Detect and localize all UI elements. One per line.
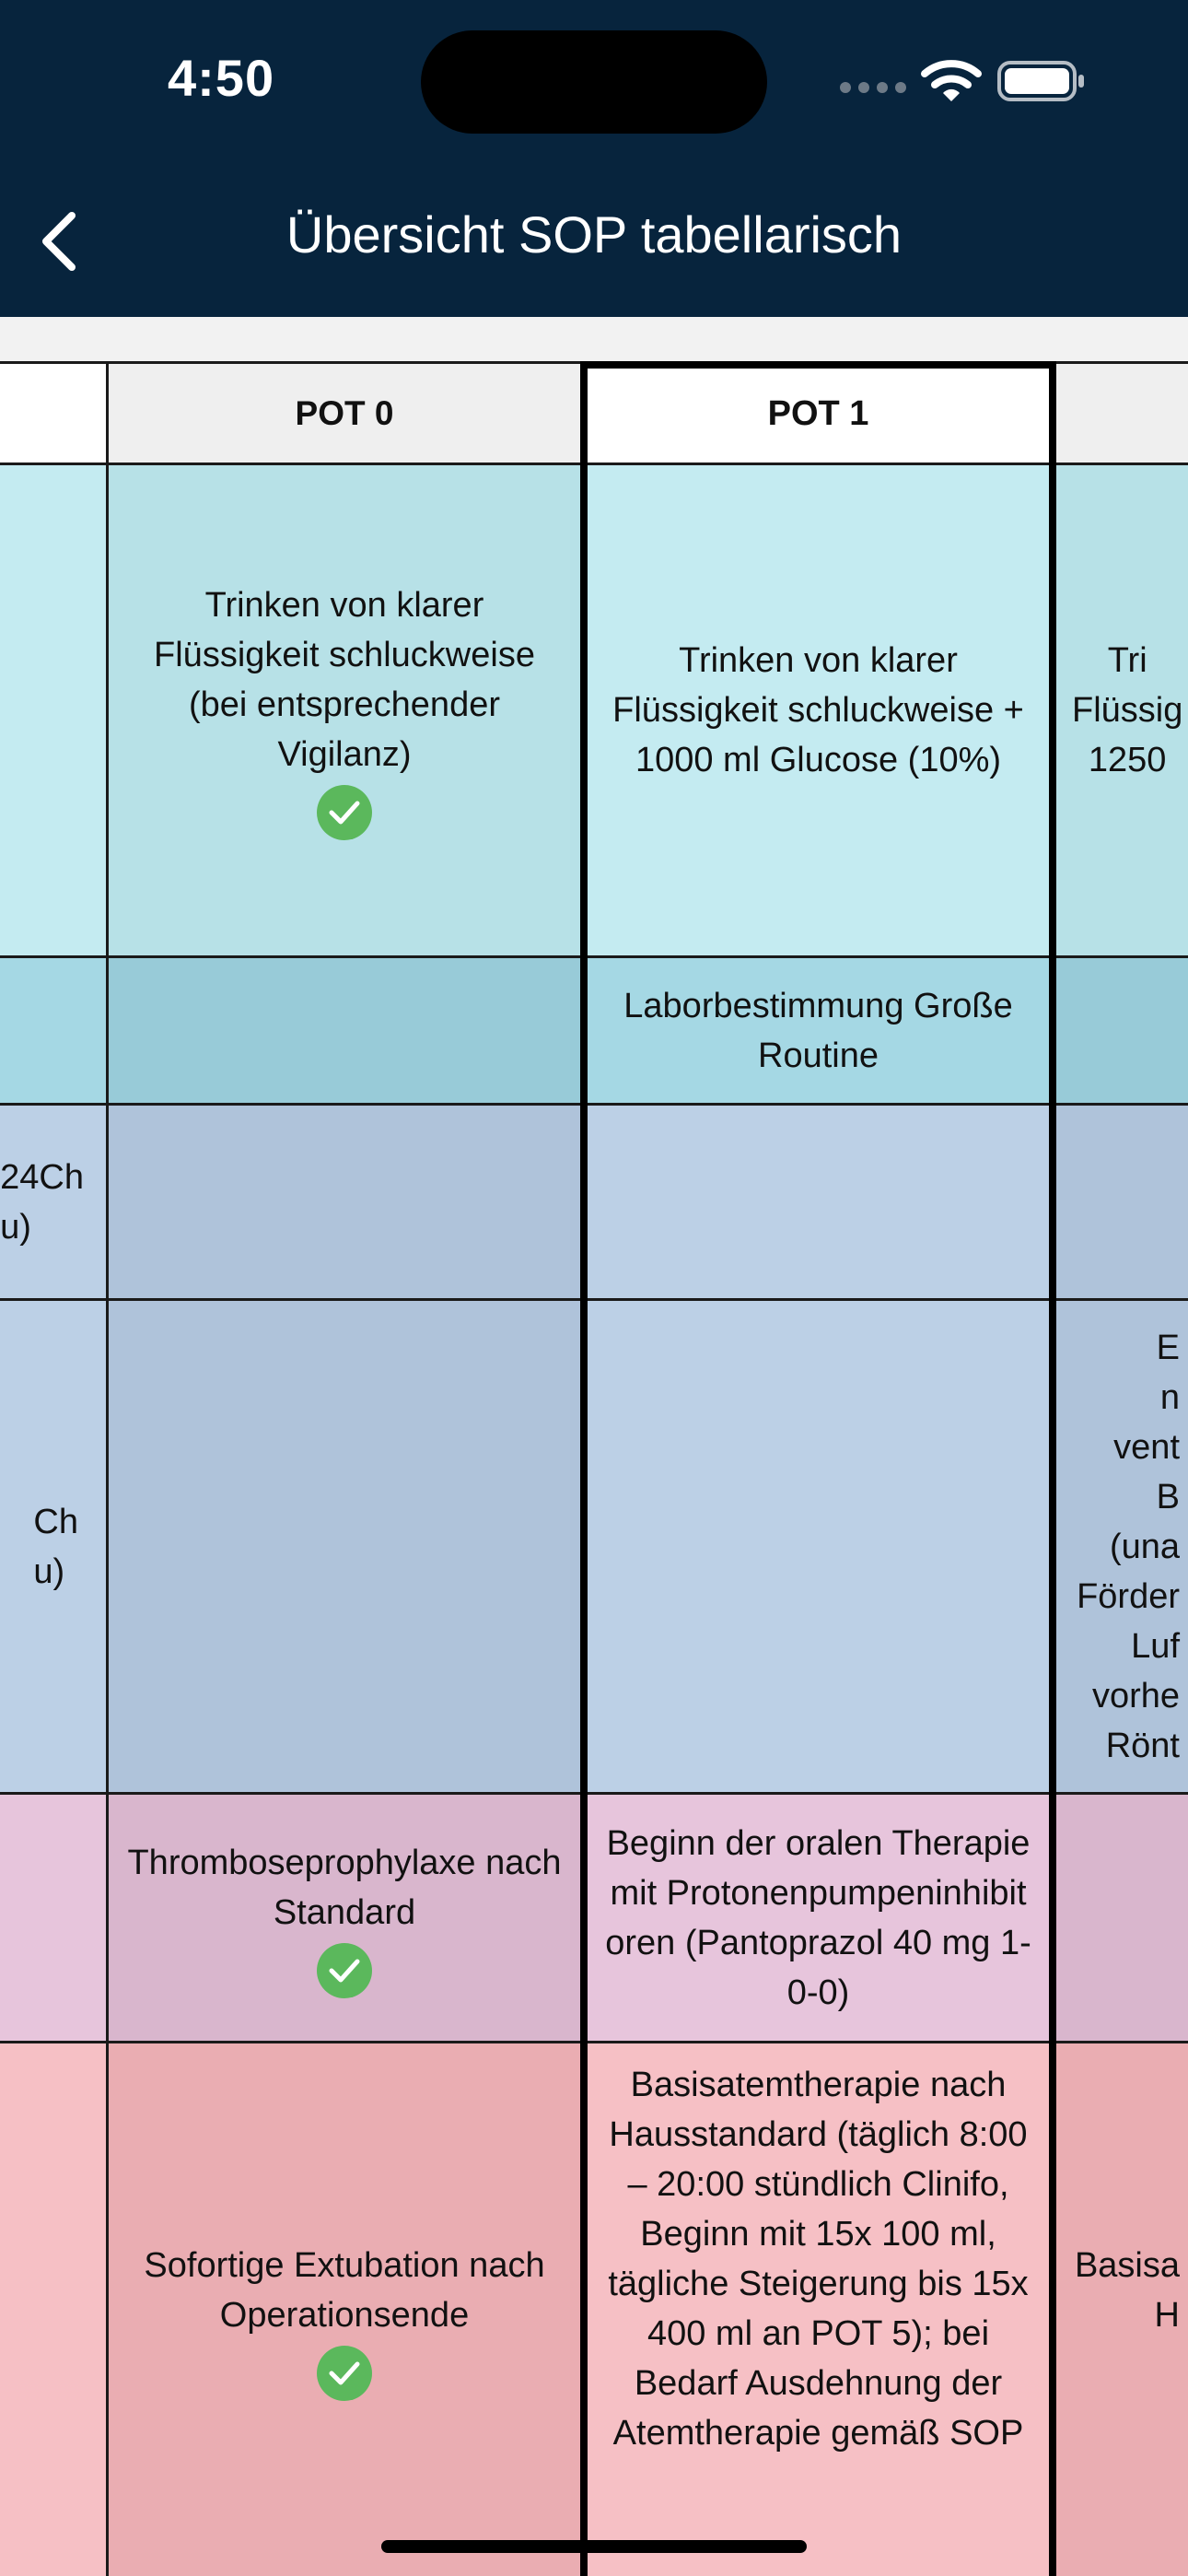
catheter2-pot1 [586, 1301, 1054, 1795]
header-pot0: POT 0 [106, 361, 583, 465]
respiratory-pot2: Basisa H [1054, 2043, 1188, 2576]
check-icon [317, 785, 372, 840]
lab-left [0, 958, 109, 1106]
page-title: Übersicht SOP tabellarisch [285, 205, 903, 263]
catheter2-pot2: E n vent B (una Förder Luf vorhe Rönt [1054, 1301, 1188, 1795]
catheter1-pot1 [586, 1106, 1054, 1301]
respiratory-left [0, 2043, 109, 2576]
sop-table[interactable] [0, 317, 1188, 2576]
cellular-signal-icon [840, 81, 914, 98]
medication-pot1: Beginn der oralen Therapie mit Protonenpumpeninhibitoren (Pantoprazol 40 mg 1-0-0) [586, 1795, 1054, 2043]
respiratory-pot0-text: Sofortige Extubation nach Operationsende [144, 2246, 545, 2335]
header-cell-left [0, 361, 109, 465]
nutrition-left [0, 465, 109, 958]
nutrition-pot2: Tri Flüssig 1250 [1054, 465, 1188, 958]
check-icon [317, 1943, 372, 1998]
nutrition-pot0-text: Trinken von klarer Flüssigkeit schluckweise (bei entsprechender Vigilanz) [154, 586, 535, 774]
medication-left [0, 1795, 109, 2043]
catheter2-pot0 [106, 1301, 583, 1795]
catheter1-pot2 [1054, 1106, 1188, 1301]
catheter2-left: Ch u) [0, 1301, 109, 1795]
respiratory-pot1: Basisatemtherapie nach Hausstandard (täglich 8:00 – 20:00 stündlich Clinifo, Beginn mit 15x 100 ml, tägliche Steigerung bis 15x 400 ml an POT 5); bei Bedarf Ausdehnung der Atemtherapie gemäß SOP [586, 2043, 1054, 2576]
wifi-icon [921, 59, 982, 103]
header-pot2 [1054, 361, 1188, 465]
medication-pot0 [106, 1795, 583, 2043]
lab-pot1: Laborbestimmung Große Routine [586, 958, 1054, 1106]
lab-pot2 [1054, 958, 1188, 1106]
pot1-right-border [1049, 361, 1056, 2576]
app-header [0, 0, 1188, 317]
medication-pot0-text: Thromboseprophylaxe nach Standard [127, 1843, 562, 1932]
nutrition-pot1: Trinken von klarer Flüssigkeit schluckweise + 1000 ml Glucose (10%) [586, 465, 1054, 958]
pot1-left-border [580, 361, 588, 2576]
catheter1-left: 24Ch u) [0, 1106, 109, 1301]
dynamic-island [421, 30, 767, 134]
check-icon [317, 2346, 372, 2401]
home-indicator[interactable] [381, 2540, 807, 2553]
respiratory-pot0 [106, 2043, 583, 2576]
pot1-top-border [580, 361, 1056, 369]
lab-pot0 [106, 958, 583, 1106]
header-pot1: POT 1 [586, 361, 1054, 465]
nutrition-pot0 [106, 465, 583, 958]
battery-icon [997, 61, 1086, 101]
status-time: 4:50 [168, 49, 275, 107]
catheter1-pot0 [106, 1106, 583, 1301]
medication-pot2 [1054, 1795, 1188, 2043]
